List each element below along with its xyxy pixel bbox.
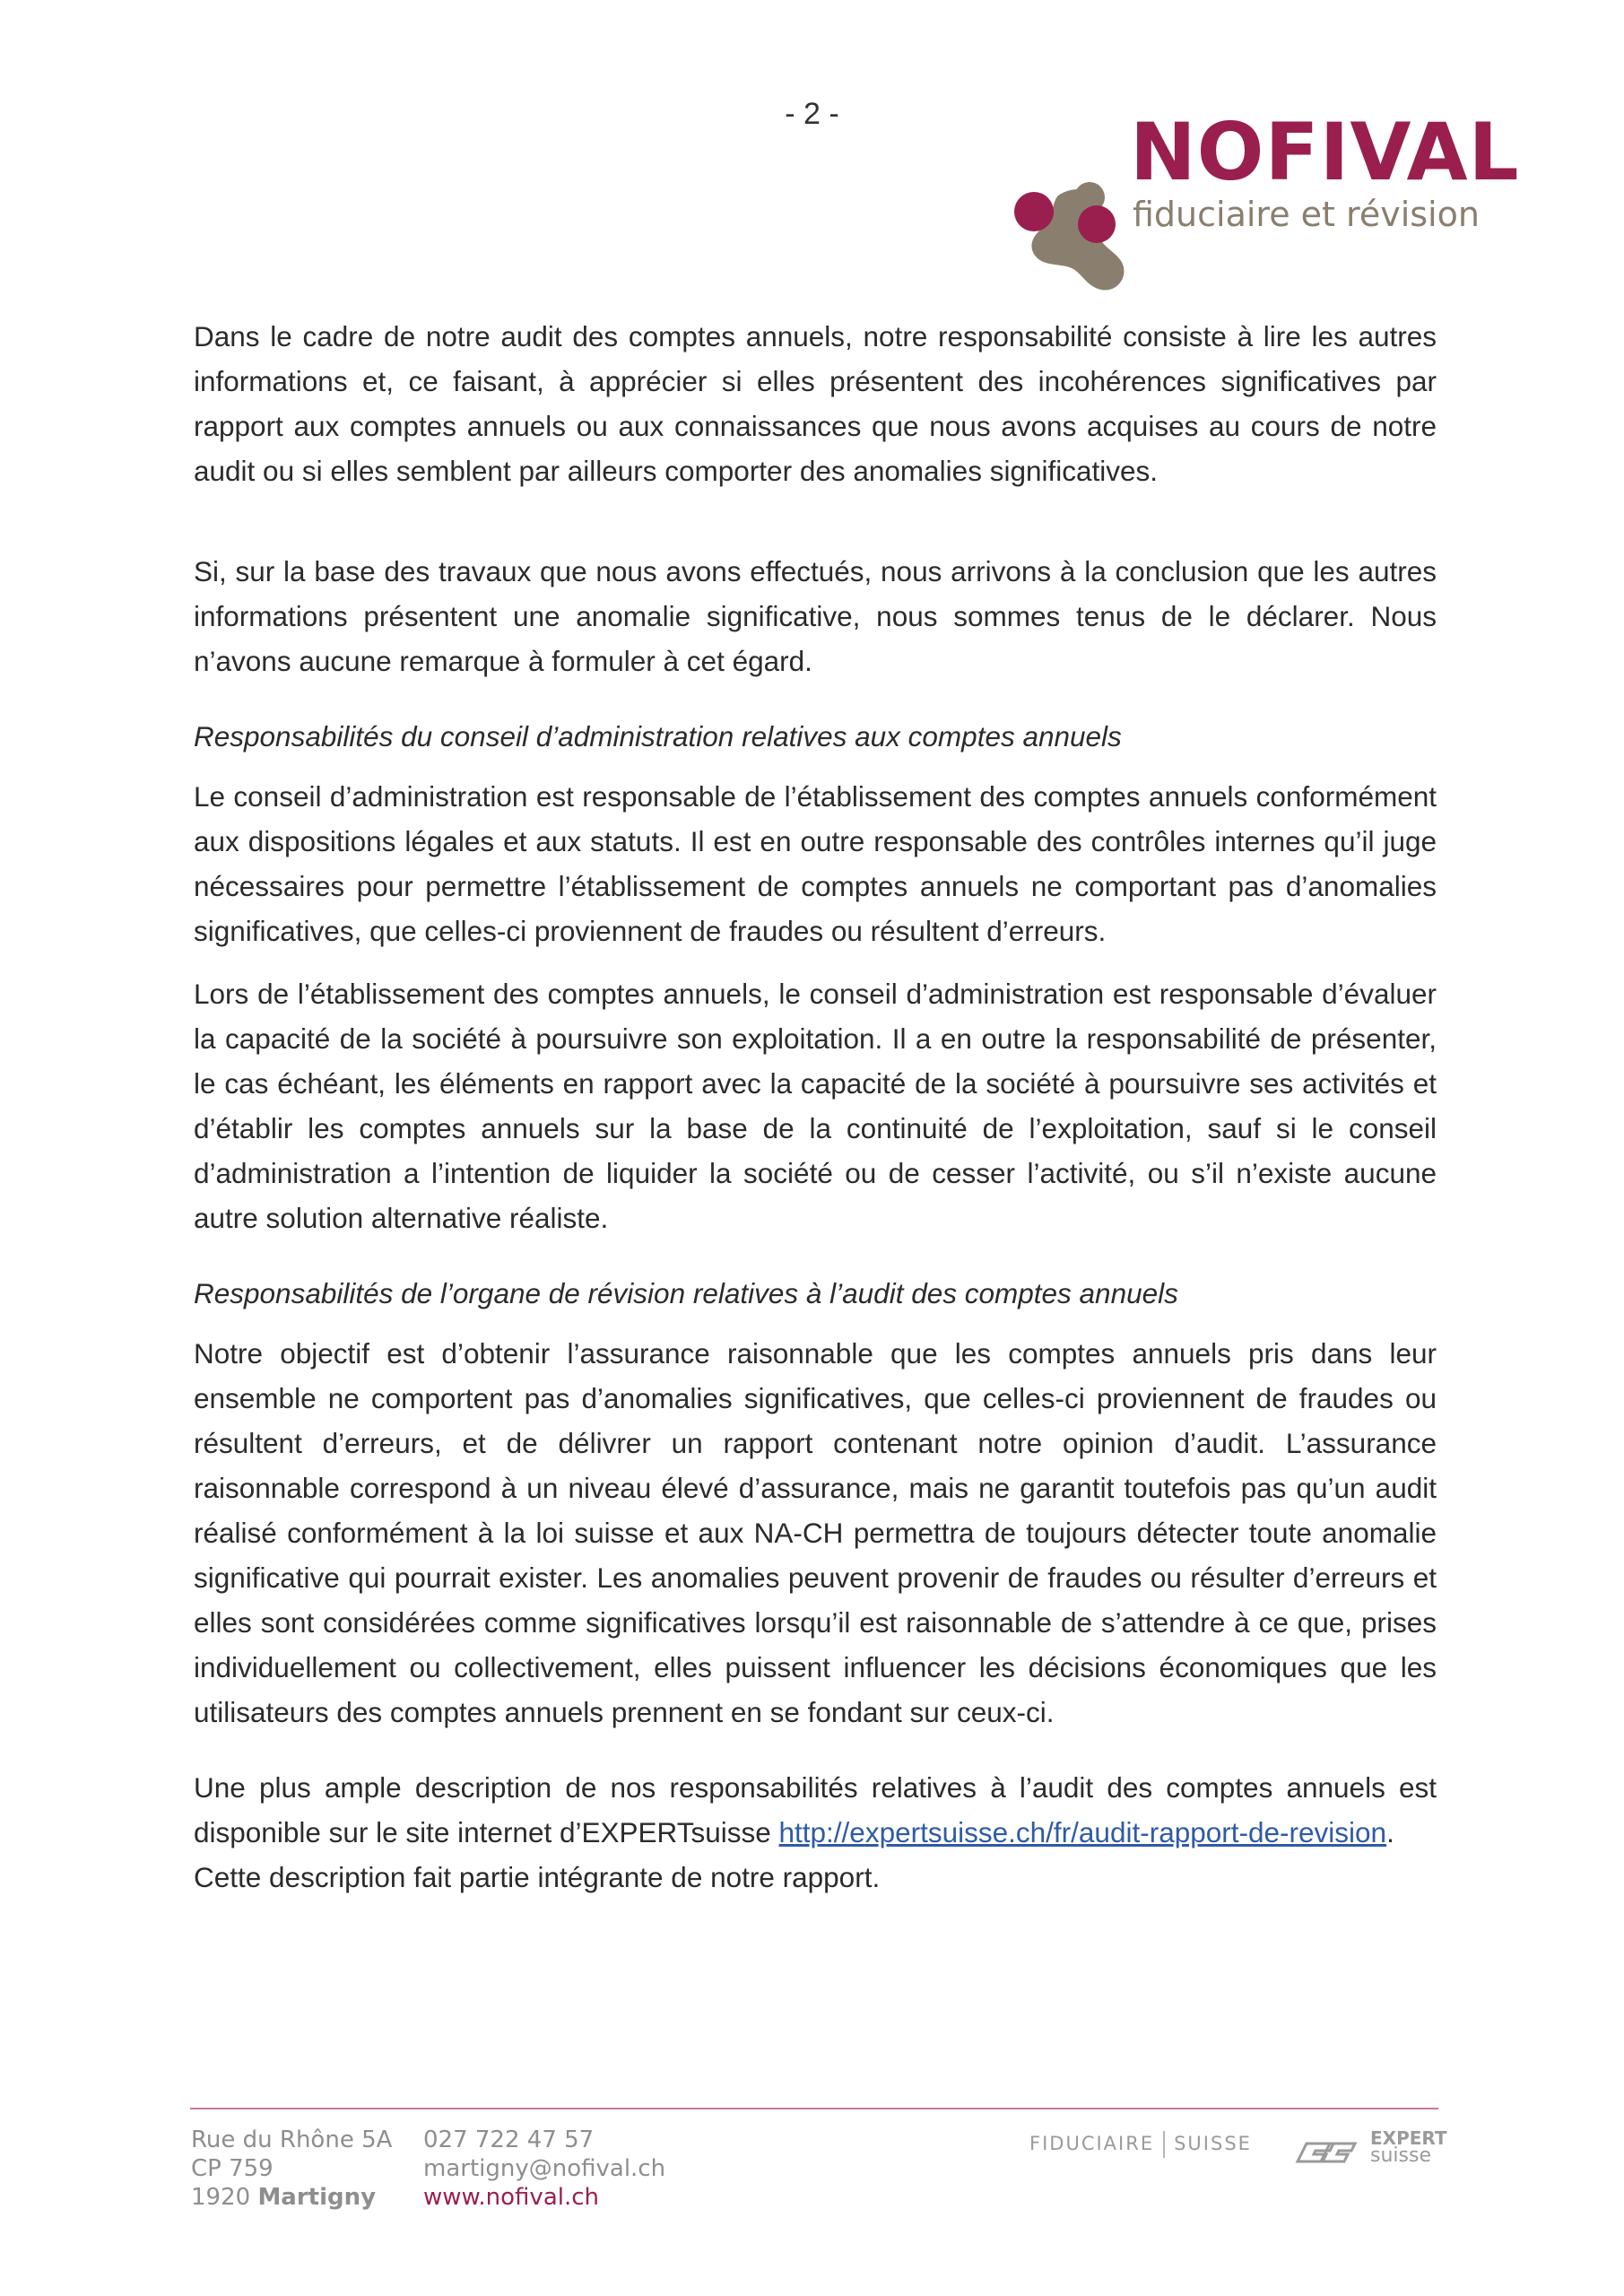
- expert-word: EXPERT: [1370, 2127, 1447, 2149]
- footer-divider: [190, 2108, 1438, 2109]
- paragraph-text: Une plus ample description de nos responsabilités relatives à l’audit des comptes annuels est disponible sur le site internet d’EXPERTsuisse: [194, 1771, 1437, 1848]
- company-logo: [1009, 106, 1520, 303]
- logo-tagline: fiduciaire et révision: [1133, 195, 1480, 234]
- address-po-box: CP 759: [191, 2155, 274, 2182]
- paragraph: Dans le cadre de notre audit des comptes annuels, notre responsabilité consiste à lire les autres informations et, ce faisant, à apprécier si elles présentent des incohérences significatives par rapport aux comptes annuels ou aux connaissances que nous avons acquises au cours de notre audit ou si elles semblent par ailleurs comporter des anomalies significatives.: [194, 320, 1437, 487]
- paragraph-text: .: [1386, 1816, 1394, 1848]
- footer: [0, 2126, 1624, 2224]
- suisse-text: SUISSE: [1174, 2133, 1252, 2154]
- suisse-word: suisse: [1370, 2144, 1431, 2167]
- fiduciaire-suisse-logo: [1029, 2131, 1252, 2158]
- page-number: - 2 -: [785, 97, 839, 131]
- paragraph: Notre objectif est d’obtenir l’assurance raisonnable que les comptes annuels pris dans leur ensemble ne comportent pas d’anomalies significatives, que celles-ci proviennent de fraudes ou résultent d’erreurs, et de délivrer un rapport contenant notre opinion d’audit. L’assurance raisonnable correspond à un niveau élevé d’assurance, mais ne garantit toutefois pas qu’un audit réalisé conformément à la loi suisse et aux NA-CH permettra de toujours détecter toute anomalie significative qui pourrait exister. Les anomalies peuvent provenir de fraudes ou résulter d’erreurs et elles sont considérées comme significatives lorsqu’il est raisonnable de s’attendre à ce que, prises individuellement ou collectivement, elles puissent influencer les décisions économiques que les utilisateurs des comptes annuels prennent en se fondant sur ceux-ci.: [194, 1337, 1437, 1728]
- expertsuisse-text: [1370, 2129, 1447, 2165]
- section-heading: Responsabilités du conseil d’administration relatives aux comptes annuels: [194, 720, 1122, 752]
- logo-separator: [1163, 2131, 1165, 2158]
- paragraph: Le conseil d’administration est responsable de l’établissement des comptes annuels conformément aux dispositions légales et aux statuts. Il est en outre responsable des contrôles internes qu’il juge nécessaires pour permettre l’établissement de comptes annuels ne comportant pas d’anomalies significatives, que celles-ci proviennent de fraudes ou résultent d’erreurs.: [194, 780, 1437, 947]
- expertsuisse-mark-icon: [1294, 2135, 1359, 2170]
- paragraph-text: Cette description fait partie intégrante de notre rapport.: [194, 1861, 881, 1893]
- document-body: [194, 314, 1437, 1900]
- email-link[interactable]: martigny@nofival.ch: [423, 2155, 666, 2182]
- expertsuisse-link[interactable]: http://expertsuisse.ch/fr/audit-rapport-de-revision: [778, 1816, 1387, 1848]
- paragraph-with-link: [194, 1765, 1437, 1900]
- address-city-line: [191, 2183, 392, 2212]
- address-zip: 1920: [191, 2184, 251, 2211]
- footer-address: [191, 2126, 392, 2212]
- logo-name: NOFIVAL: [1130, 106, 1520, 198]
- paragraph: Lors de l’établissement des comptes annuels, le conseil d’administration est responsable d’évaluer la capacité de la société à poursuivre son exploitation. Il a en outre la responsabilité de présenter, le cas échéant, les éléments en rapport avec la capacité de la société à poursuivre ses activités et d’établir les comptes annuels sur la base de la continuité de l’exploitation, sauf si le conseil d’administration a l’intention de liquider la société ou de cesser l’activité, ou s’il n’existe aucune autre solution alternative réaliste.: [194, 978, 1437, 1234]
- phone-number: 027 722 47 57: [423, 2126, 595, 2153]
- footer-contact: [423, 2126, 665, 2212]
- fiduciaire-text: FIDUCIAIRE: [1029, 2133, 1155, 2154]
- paragraph: Si, sur la base des travaux que nous avons effectués, nous arrivons à la conclusion que les autres informations présentent une anomalie significative, nous sommes tenus de le déclarer. Nous n’avons aucune remarque à formuler à cet égard.: [194, 555, 1437, 677]
- website-link[interactable]: www.nofival.ch: [423, 2184, 600, 2211]
- expertsuisse-logo: [1294, 2129, 1446, 2174]
- section-heading: Responsabilités de l’organe de révision relatives à l’audit des comptes annuels: [194, 1277, 1178, 1309]
- address-city: Martigny: [257, 2184, 377, 2211]
- address-street: Rue du Rhône 5A: [191, 2126, 393, 2153]
